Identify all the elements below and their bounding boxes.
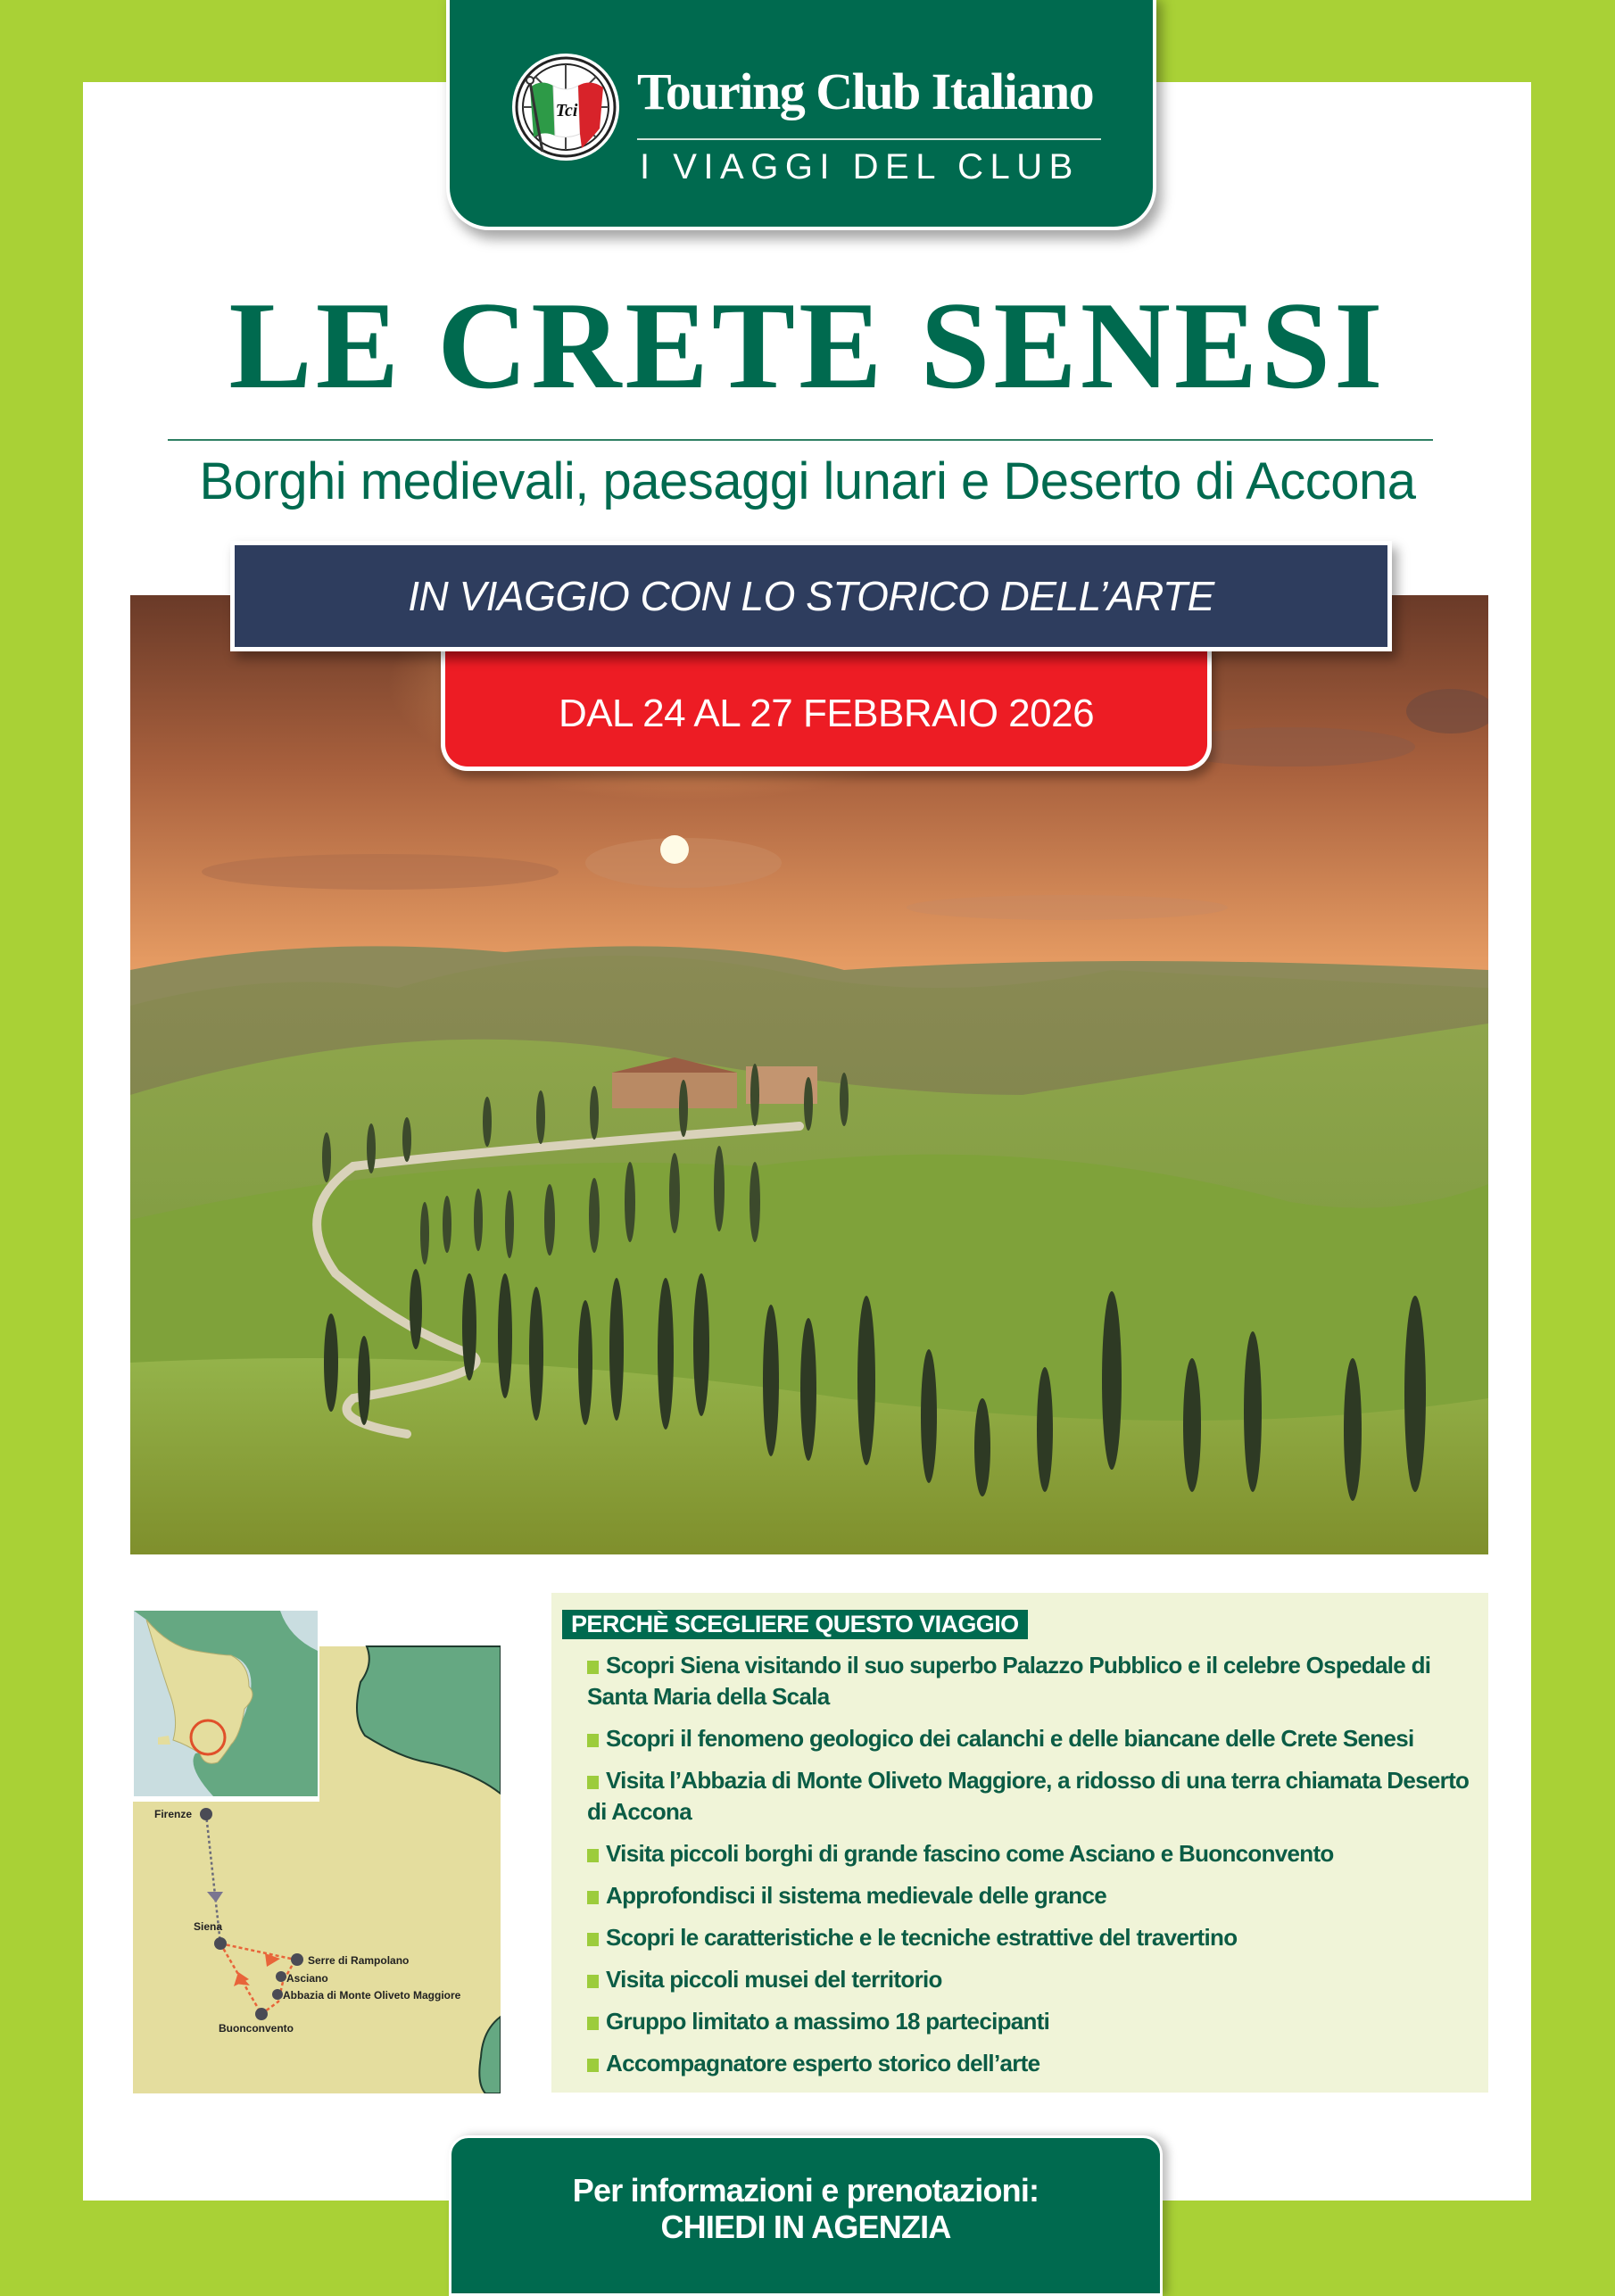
list-item: Approfondisci il sistema medievale delle grance (587, 1880, 1479, 1911)
tci-logo-icon (510, 52, 621, 162)
svg-text:Tci: Tci (555, 101, 578, 120)
contact-info-label: Per informazioni e prenotazioni: (572, 2172, 1039, 2209)
square-bullet-icon (587, 1849, 599, 1862)
itinerary-map (133, 1611, 501, 2093)
brand-divider (637, 138, 1101, 140)
page-title: LE CRETE SENESI (228, 277, 1387, 415)
square-bullet-icon (587, 1891, 599, 1904)
title-divider (168, 439, 1433, 441)
square-bullet-icon (587, 2017, 599, 2030)
date-badge: DAL 24 AL 27 FEBBRAIO 2026 (441, 644, 1212, 771)
brand-name: Touring Club Italiano (637, 62, 1094, 120)
svg-text:Serre di Rampolano: Serre di Rampolano (308, 1954, 410, 1967)
reasons-heading: PERCHÈ SCEGLIERE QUESTO VIAGGIO (562, 1610, 1028, 1639)
list-item: Accompagnatore esperto storico dell’arte (587, 2048, 1479, 2079)
reasons-list (587, 1650, 1479, 2090)
contact-cta: CHIEDI IN AGENZIA (660, 2209, 951, 2246)
list-item: Scopri Siena visitando il suo superbo Palazzo Pubblico e il celebre Ospedale di Santa Maria della Scala (587, 1652, 1431, 1710)
svg-text:Firenze: Firenze (154, 1808, 193, 1820)
square-bullet-icon (587, 1734, 599, 1747)
brand-header (446, 0, 1156, 230)
list-item: Visita l’Abbazia di Monte Oliveto Maggiore, a ridosso di una terra chiamata Deserto di Accona (587, 1767, 1470, 1825)
square-bullet-icon (587, 1776, 599, 1789)
svg-text:Asciano: Asciano (286, 1972, 328, 1985)
page-subtitle: Borghi medievali, paesaggi lunari e Deserto di Accona (199, 452, 1416, 510)
square-bullet-icon (587, 1975, 599, 1988)
square-bullet-icon (587, 1933, 599, 1946)
svg-text:Abbazia di Monte Oliveto Maggi: Abbazia di Monte Oliveto Maggiore (283, 1989, 461, 2002)
theme-banner: IN VIAGGIO CON LO STORICO DELL’ARTE (230, 541, 1392, 651)
list-item: Visita piccoli musei del territorio (587, 1964, 1479, 1995)
reasons-panel (551, 1593, 1488, 2093)
square-bullet-icon (587, 1661, 599, 1674)
list-item: Visita piccoli borghi di grande fascino come Asciano e Buonconvento (587, 1838, 1479, 1869)
svg-text:Buonconvento: Buonconvento (219, 2022, 294, 2035)
list-item: Gruppo limitato a massimo 18 partecipanti (587, 2006, 1479, 2037)
list-item: Scopri le caratteristiche e le tecniche estrattive del travertino (587, 1922, 1479, 1953)
list-item: Scopri il fenomeno geologico dei calanchi e delle biancane delle Crete Senesi (587, 1723, 1479, 1754)
square-bullet-icon (587, 2059, 599, 2072)
svg-text:Siena: Siena (194, 1920, 223, 1933)
contact-box (449, 2135, 1163, 2296)
brand-tagline: I VIAGGI DEL CLUB (640, 147, 1080, 186)
